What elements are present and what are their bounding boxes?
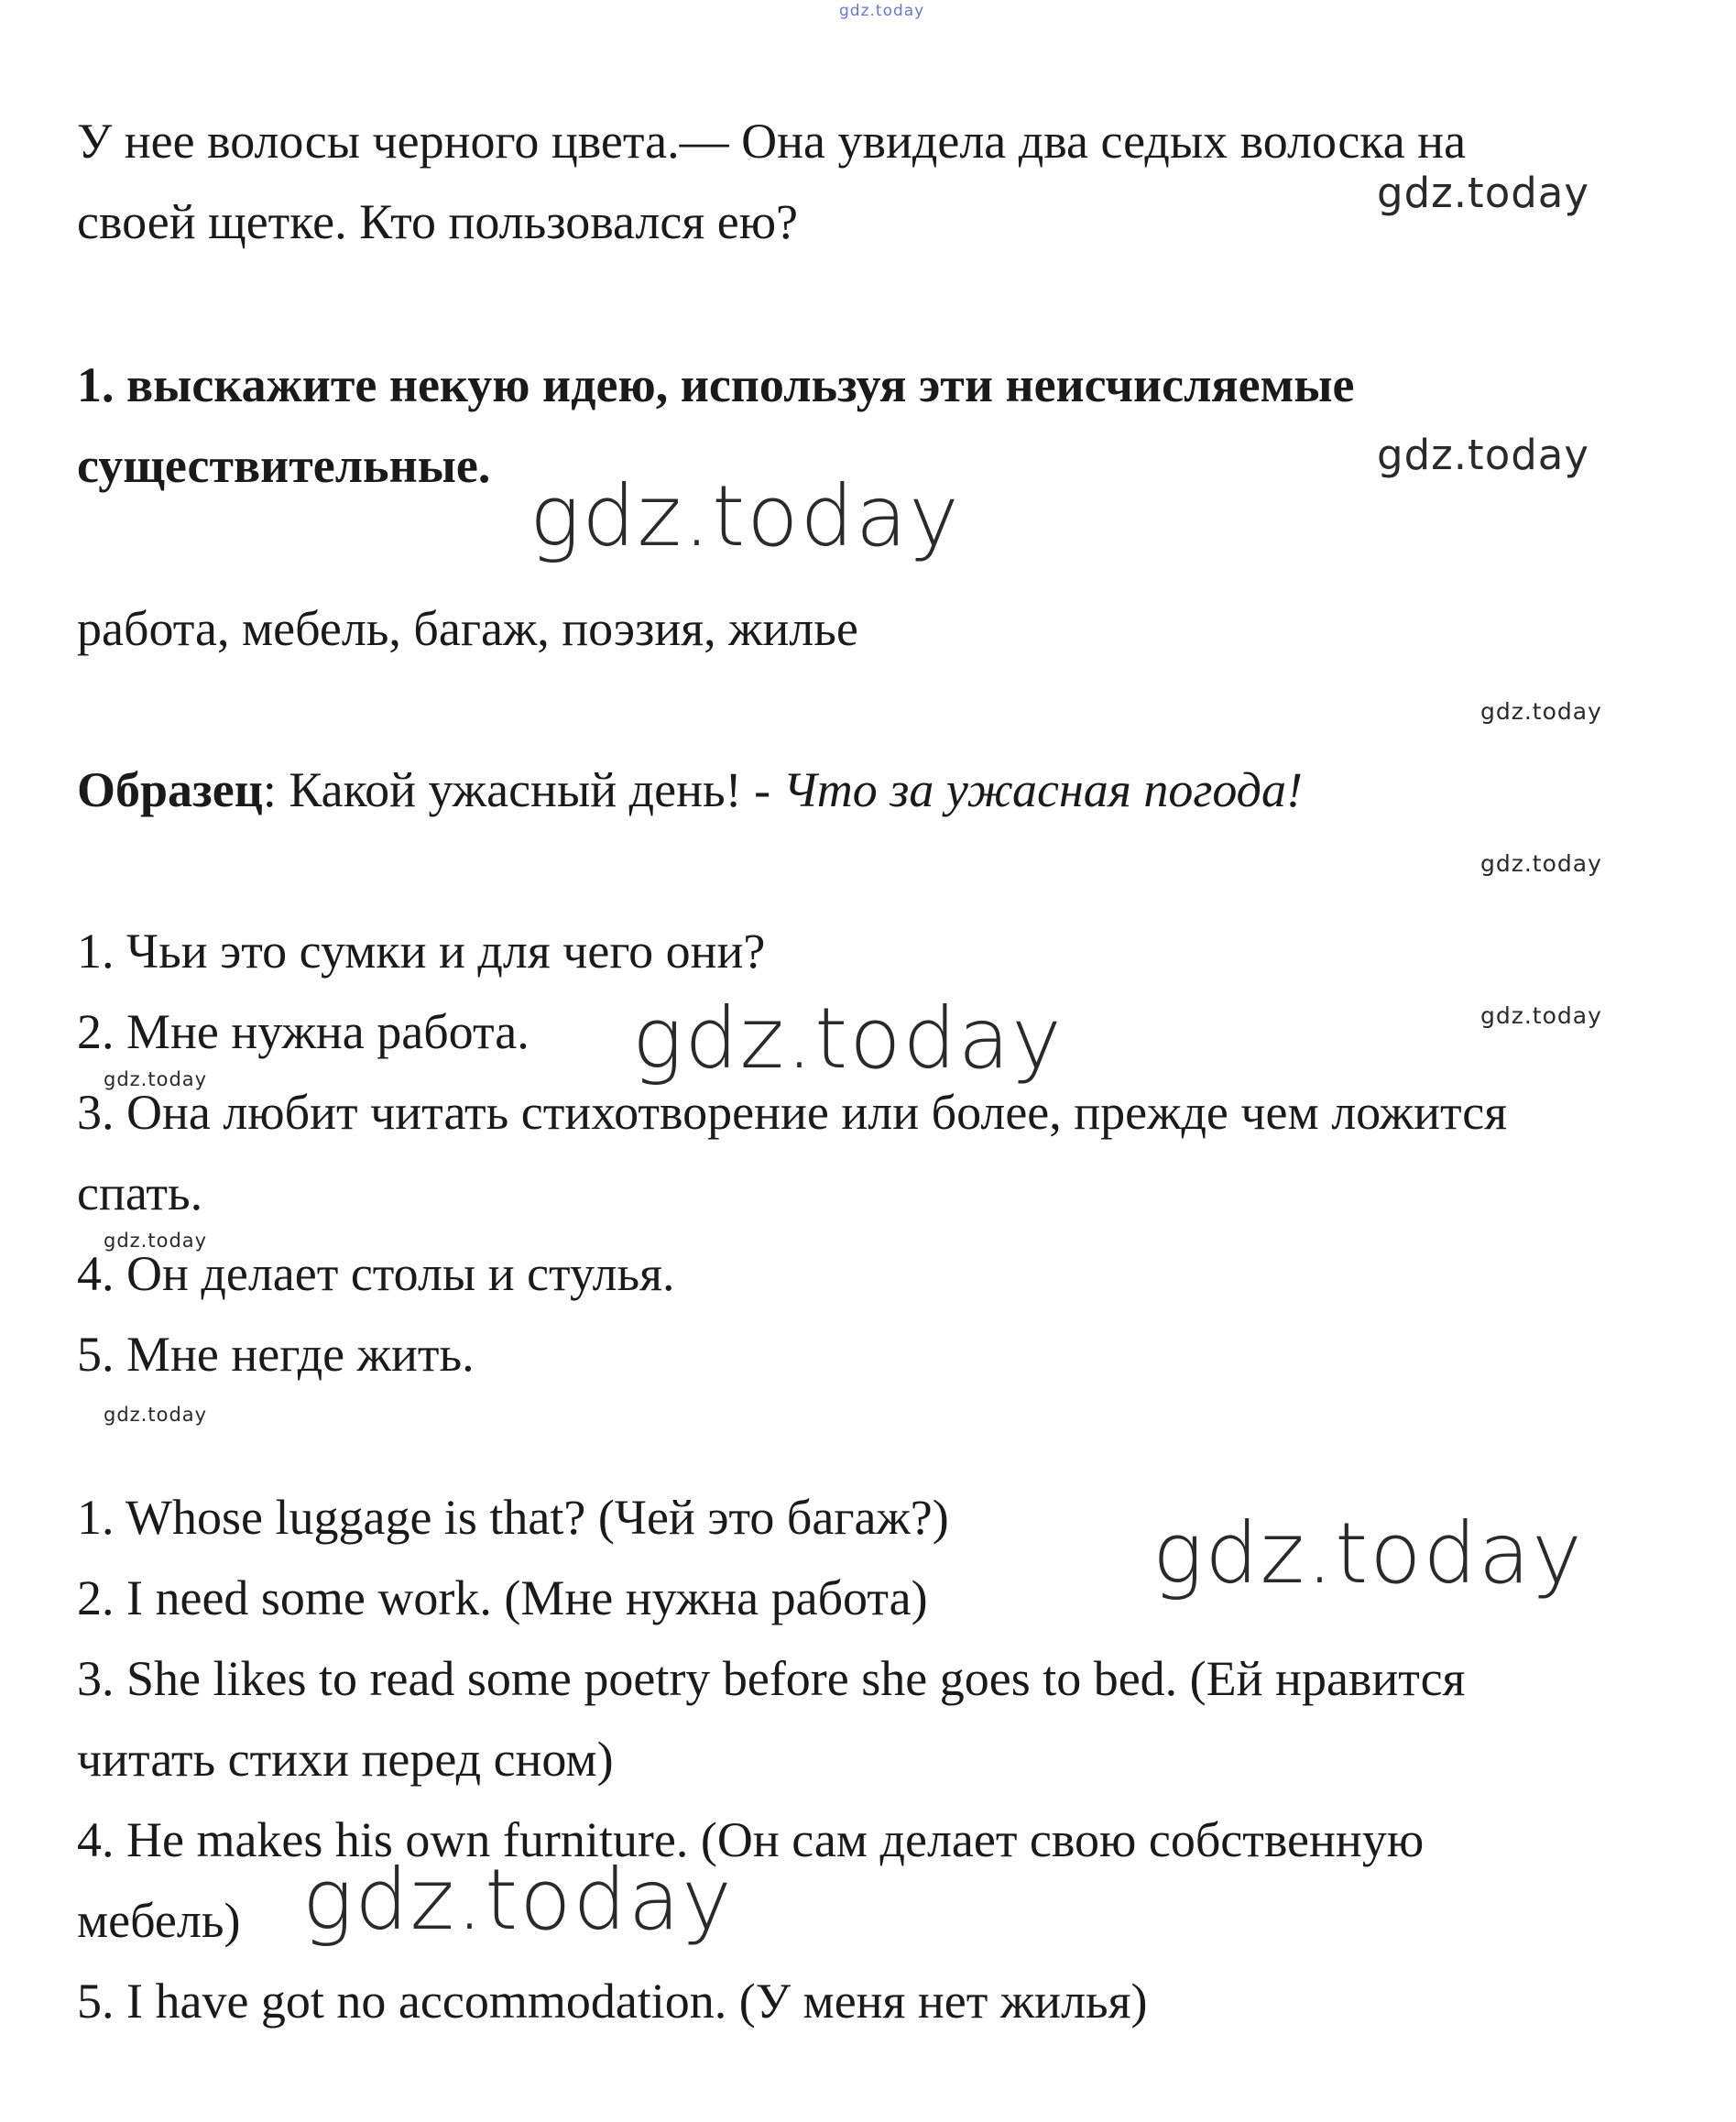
russian-item: 5. Мне негде жить. xyxy=(77,1327,475,1382)
english-item: 3. She likes to read some poetry before she goes to bed. (Ей нравится xyxy=(77,1651,1466,1706)
sample-label: Образец xyxy=(77,762,263,817)
english-item: 4. He makes his own furniture. (Он сам делает свою собственную xyxy=(77,1812,1425,1867)
watermark-small: gdz.today xyxy=(1480,698,1602,725)
watermark-large: gdz.today xyxy=(302,1851,734,1949)
watermark: gdz.today xyxy=(1377,431,1590,479)
word-list: работа, мебель, багаж, поэзия, жилье xyxy=(77,601,858,656)
russian-item: 4. Он делает столы и стулья. xyxy=(77,1246,675,1301)
sample-colon: : xyxy=(262,762,277,817)
watermark-top: gdz.today xyxy=(839,2,925,20)
watermark: gdz.today xyxy=(1377,169,1590,217)
sample-text: Какой ужасный день! - xyxy=(276,762,783,817)
watermark-large: gdz.today xyxy=(530,467,961,565)
english-item: 1. Whose luggage is that? (Чей это багаж?) xyxy=(77,1490,949,1545)
watermark-small: gdz.today xyxy=(104,1404,208,1426)
intro-line-1: У нее волосы черного цвета.— Она увидела два седых волоска на xyxy=(77,114,1467,169)
watermark-small: gdz.today xyxy=(1480,1002,1602,1029)
watermark-small: gdz.today xyxy=(104,1230,208,1252)
english-item-continuation: читать стихи перед сном) xyxy=(77,1732,614,1787)
english-item: 5. I have got no accommodation. (У меня нет жилья) xyxy=(77,1974,1148,2029)
intro-line-2: своей щетке. Кто пользовался ею? xyxy=(77,194,799,249)
watermark-small: gdz.today xyxy=(104,1068,208,1090)
english-item-continuation: мебель) xyxy=(77,1893,241,1948)
english-item: 2. I need some work. (Мне нужна работа) xyxy=(77,1570,928,1625)
watermark-small: gdz.today xyxy=(1480,850,1602,877)
sample-answer: Что за ужасная погода! xyxy=(782,762,1303,817)
watermark-large: gdz.today xyxy=(1152,1504,1584,1602)
russian-item: 1. Чьи это сумки и для чего они? xyxy=(77,924,766,979)
task-heading-line-2: существительные. xyxy=(77,438,491,493)
russian-item-continuation: спать. xyxy=(77,1165,203,1220)
watermark-large: gdz.today xyxy=(632,990,1064,1088)
sample-line xyxy=(77,760,1303,819)
russian-item: 2. Мне нужна работа. xyxy=(77,1004,530,1059)
russian-item: 3. Она любит читать стихотворение или более, прежде чем ложится xyxy=(77,1085,1508,1140)
task-heading-line-1: 1. выскажите некую идею, используя эти неисчисляемые xyxy=(77,357,1355,412)
